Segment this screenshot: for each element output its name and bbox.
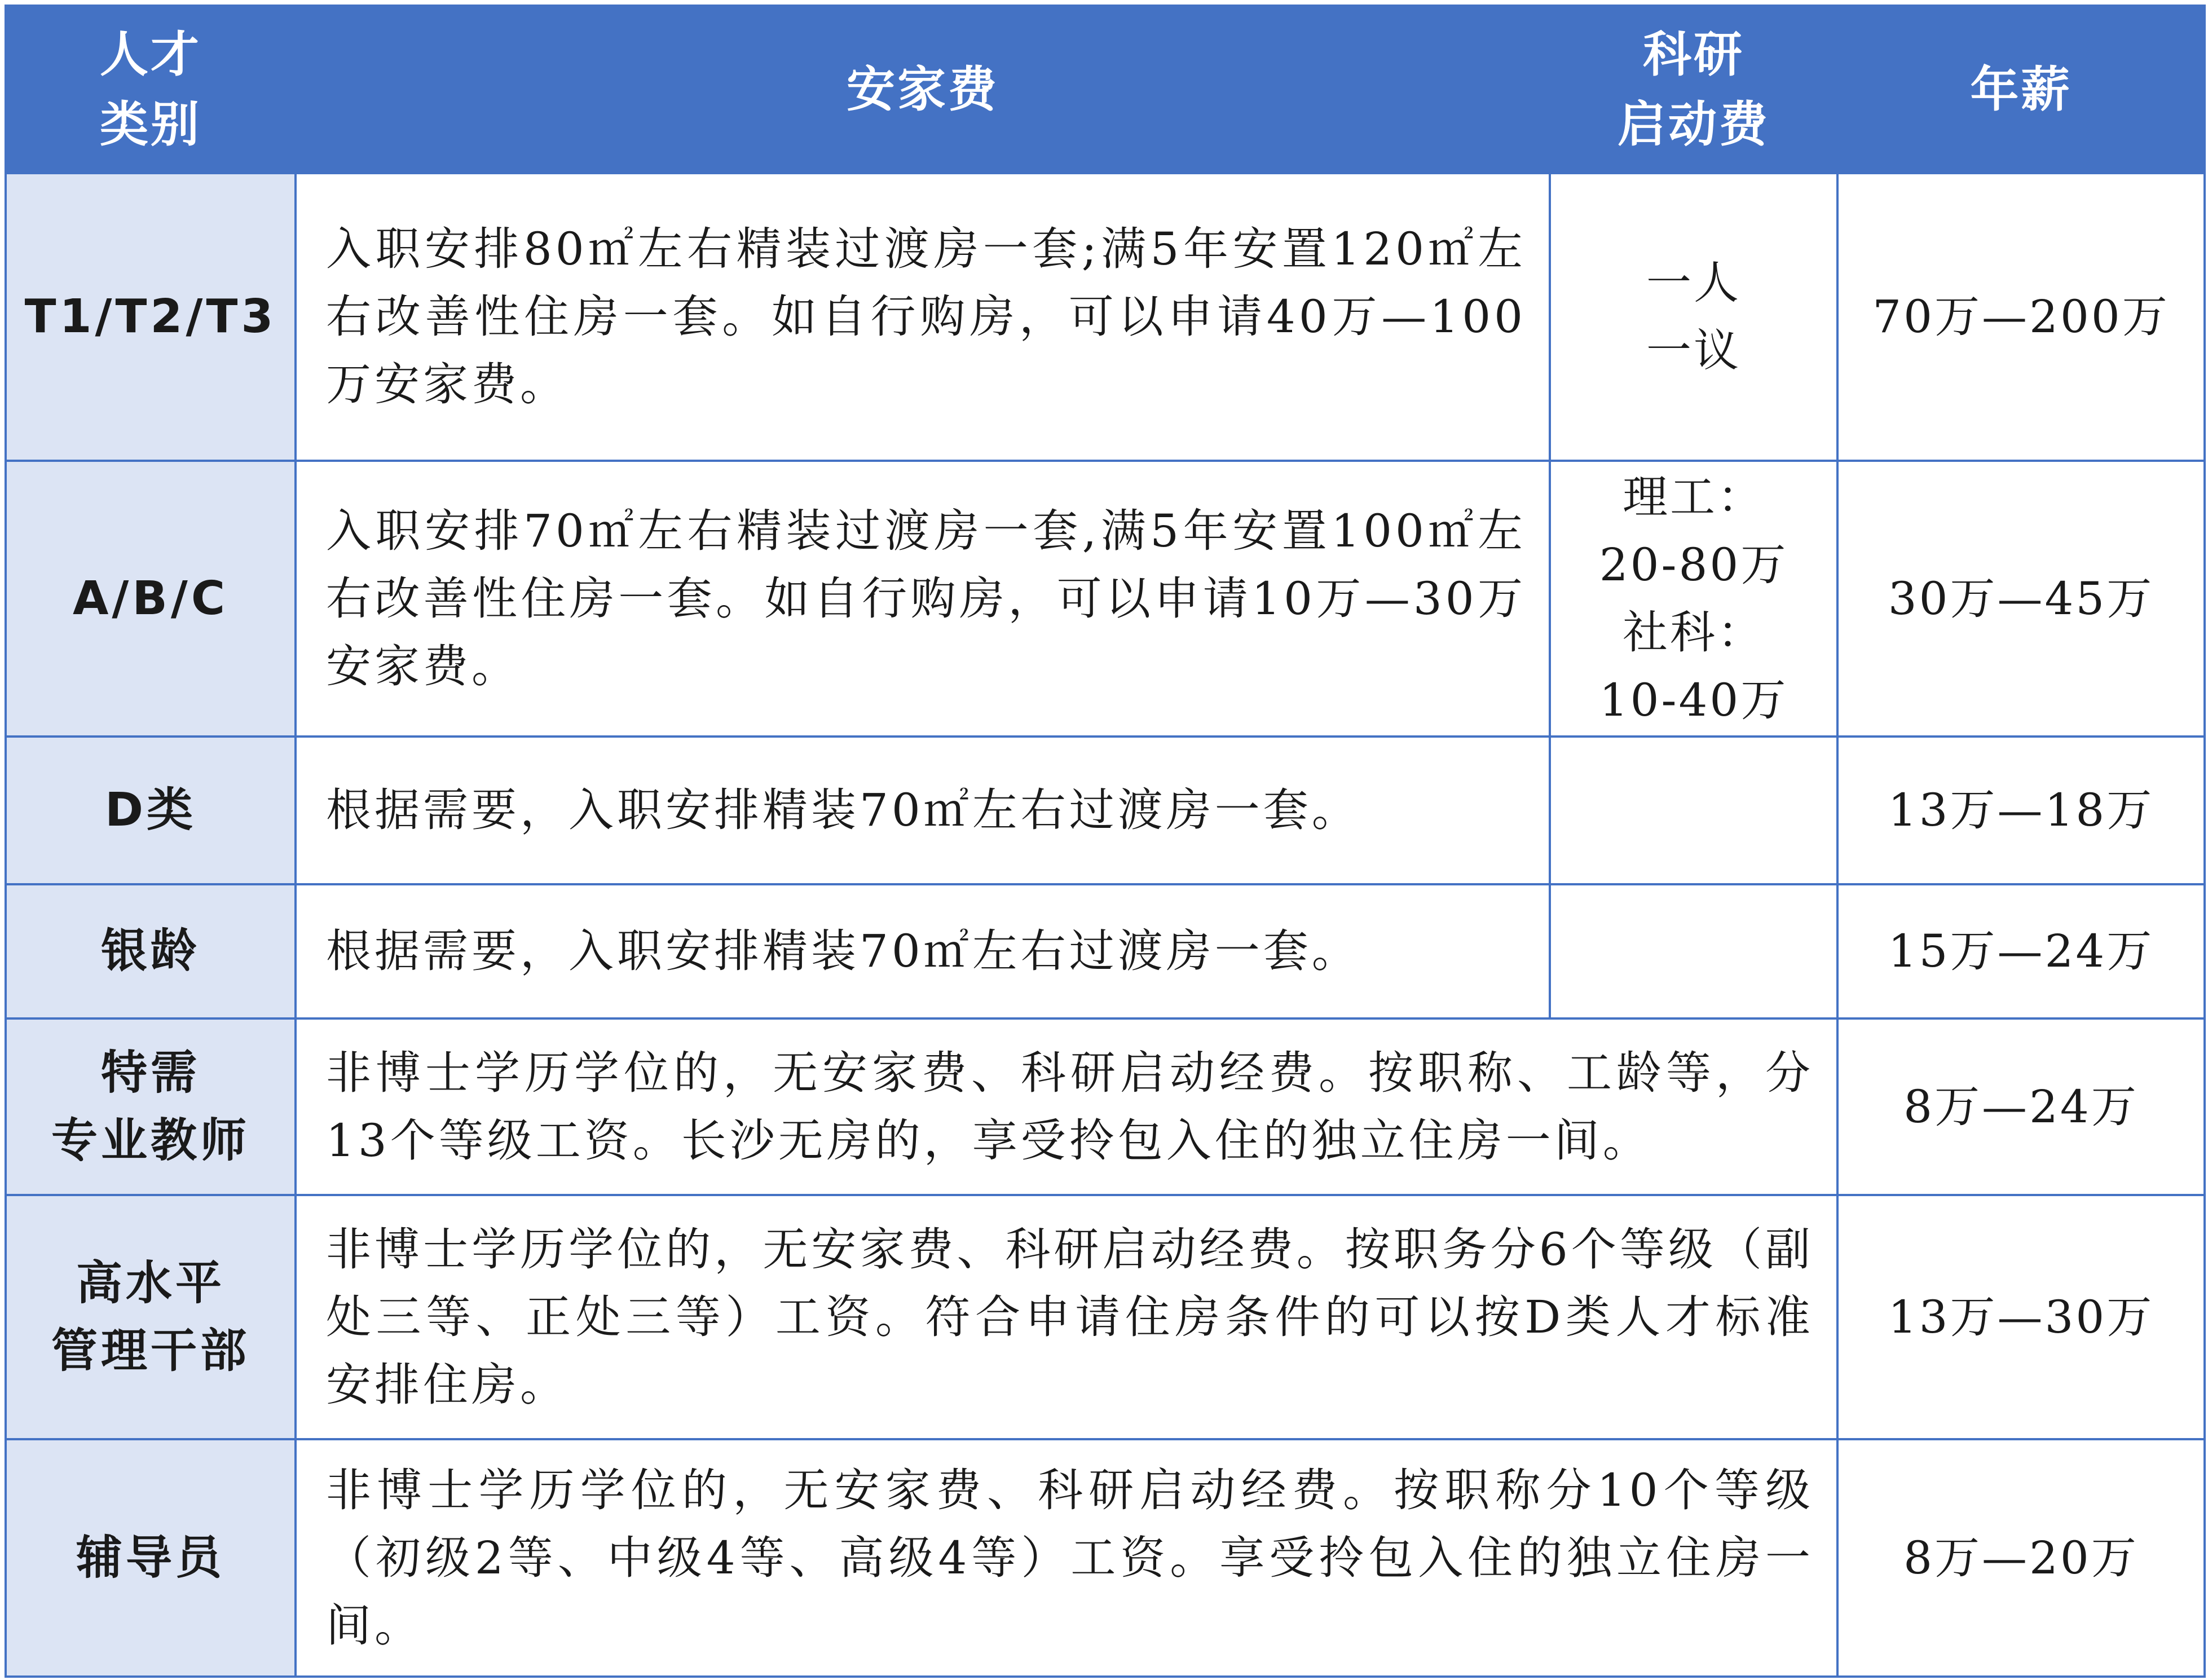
category-cell: A/B/C [6,461,296,737]
salary-cell: 70万—200万 [1837,173,2205,461]
salary-cell: 13万—18万 [1837,737,2205,884]
header-category-line2: 类别 [100,96,201,153]
housing-cell: 非博士学历学位的，无安家费、科研启动经费。按职称、工龄等，分13个等级工资。长沙无房的，享受拎包入住的独立住房一间。 [296,1018,1837,1195]
salary-cell: 8万—24万 [1837,1018,2205,1195]
header-category-line1: 人才 [100,26,201,83]
research-cell: 理工： 20-80万 社科： 10-40万 [1550,461,1837,737]
table-header-row [6,6,2205,173]
table-row-d [6,737,2205,884]
table-row-counselor [6,1439,2205,1677]
research-cell: 一人 一议 [1550,173,1837,461]
table-row-yinling [6,884,2205,1018]
category-cell: 银龄 [6,884,296,1018]
salary-cell: 8万—20万 [1837,1439,2205,1677]
category-cell: 特需 专业教师 [6,1018,296,1195]
research-cell [1550,737,1837,884]
research-cell [1550,884,1837,1018]
housing-cell: 根据需要，入职安排精装70㎡左右过渡房一套。 [296,737,1550,884]
header-research-line2: 启动费 [1618,96,1770,153]
housing-cell: 根据需要，入职安排精装70㎡左右过渡房一套。 [296,884,1550,1018]
housing-cell: 非博士学历学位的，无安家费、科研启动经费。按职称分10个等级（初级2等、中级4等、高级4等）工资。享受拎包入住的独立住房一间。 [296,1439,1837,1677]
table-row-a-b-c [6,461,2205,737]
category-cell: T1/T2/T3 [6,173,296,461]
salary-cell: 30万—45万 [1837,461,2205,737]
header-research [1550,6,1837,173]
header-housing: 安家费 [296,6,1550,173]
header-research-line1: 科研 [1643,26,1744,83]
header-category [6,6,296,173]
talent-policy-table [5,5,2206,1678]
salary-cell: 15万—24万 [1837,884,2205,1018]
salary-cell: 13万—30万 [1837,1195,2205,1439]
table-row-special-teacher [6,1018,2205,1195]
talent-policy-table-page [5,5,2203,1675]
housing-cell: 入职安排80㎡左右精装过渡房一套;满5年安置120㎡左右改善性住房一套。如自行购房，可以申请40万—100万安家费。 [296,173,1550,461]
housing-cell: 入职安排70㎡左右精装过渡房一套,满5年安置100㎡左右改善性住房一套。如自行购房，可以申请10万—30万安家费。 [296,461,1550,737]
table-row-t1-t2-t3 [6,173,2205,461]
category-cell: 辅导员 [6,1439,296,1677]
category-cell: D类 [6,737,296,884]
table-row-management-cadre [6,1195,2205,1439]
header-salary: 年薪 [1837,6,2205,173]
category-cell: 高水平 管理干部 [6,1195,296,1439]
housing-cell: 非博士学历学位的，无安家费、科研启动经费。按职务分6个等级（副处三等、正处三等）工资。符合申请住房条件的可以按D类人才标准安排住房。 [296,1195,1837,1439]
